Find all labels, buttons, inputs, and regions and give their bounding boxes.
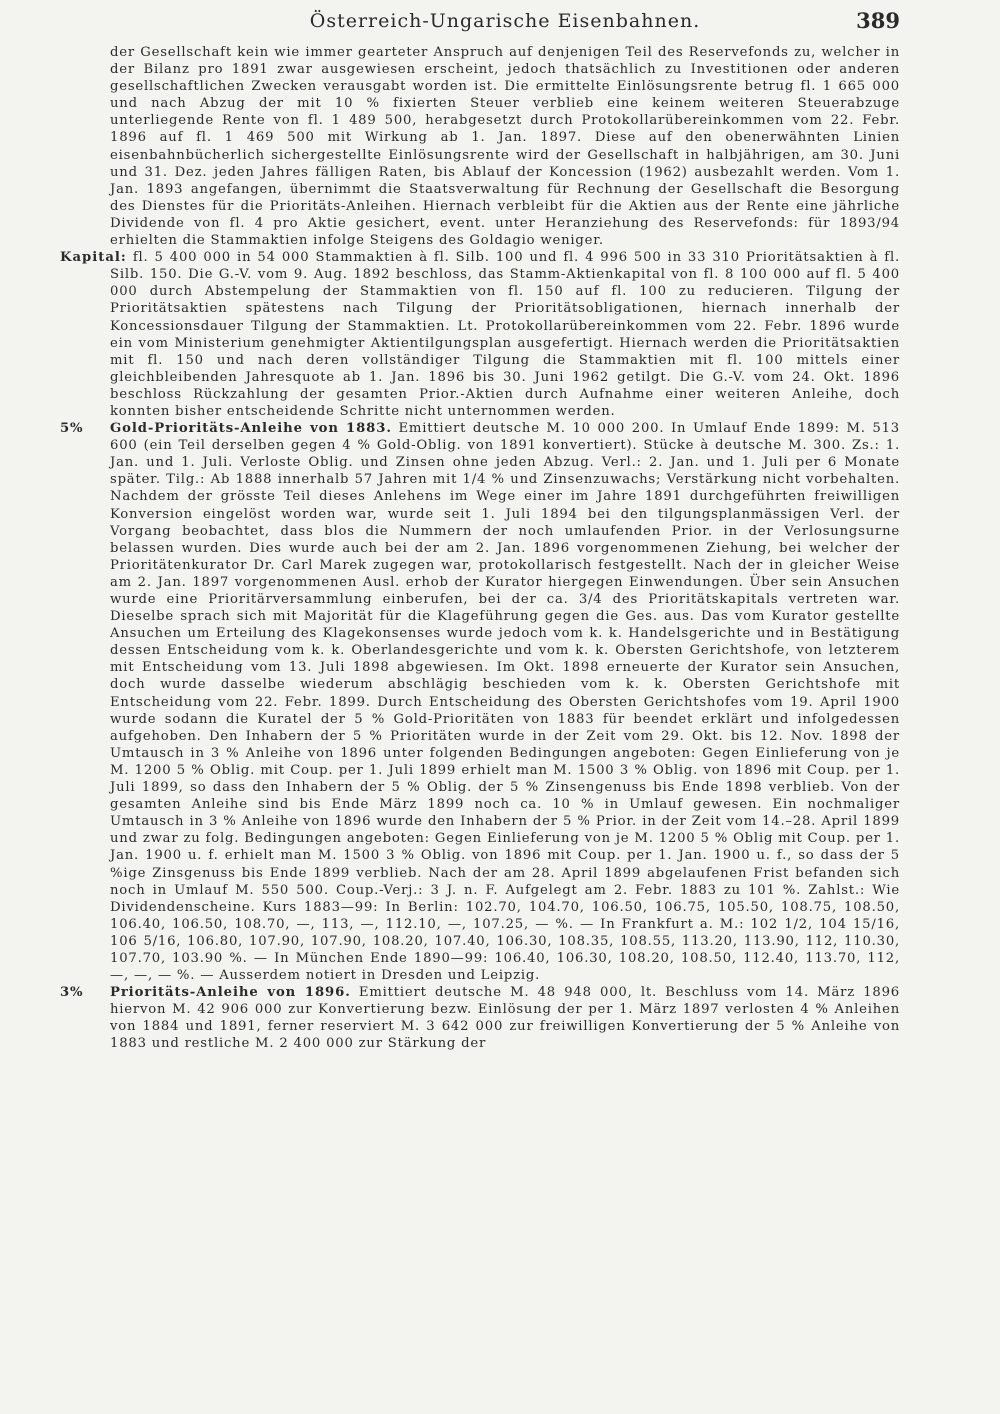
paragraph-text: der Gesellschaft kein wie immer gearteter Anspruch auf denjenigen Teil des Reservefonds zu, welcher in der Bilanz pro 1891 zwar ausgewiesen erscheint, jedoch thatsächlich zu Investitionen oder anderen gesellschaftlichen Zwecken verausgabt worden ist. Die ermittelte Einlösungsrente betrug fl. 1 665 000 und nach Abzug der mit 10 % fixierten Steuer verblieb eine keinem weiteren Steuerabzuge unterliegende Rente von fl. 1 489 500, herabgesetzt durch Protokollarübereinkommen vom 22. Febr. 1896 auf fl. 1 469 500 mit Wirkung ab 1. Jan. 1897. Diese auf den obenerwähnten Linien eisenbahnbücherlich sichergestellte Einlösungsrente wird der Gesellschaft in halbjährigen, am 30. Juni und 31. Dez. jeden Jahres fälligen Raten, bis Ablauf der Koncession (1962) ausbezahlt werden. Vom 1. Jan. 1893 angefangen, übernimmt die Staatsverwaltung für Rechnung der Gesellschaft die Besorgung des Dienstes für die Prioritäts-Anleihen. Hiernach verbleibt für die Aktien aus der Rente eine jährliche Dividende von fl. 4 pro Aktie gesichert, event. unter Heranziehung des Reservefonds: für 1893/94 erhielten die Stammaktien infolge Steigens des Goldagio weniger. — [110, 45, 900, 249]
paragraph-reserve — [60, 44, 900, 249]
paragraph-text: Emittiert deutsche M. 48 948 000, lt. Beschluss vom 14. März 1896 hiervon M. 42 906 000 zur Konvertierung bezw. Einlösung der per 1. März 1897 verlosten 4 % Anleihen von 1884 und 1891, ferner reserviert M. 3 642 000 zur freiwilligen Konvertierung der 5 % Anleihe von 1883 und restliche M. 2 400 000 zur Stärkung der — [110, 985, 900, 1052]
body-text — [60, 44, 900, 1053]
page-header — [110, 8, 900, 34]
section-heading-anleihe-1896: Prioritäts-Anleihe von 1896. — [110, 985, 351, 1001]
section-heading-gold-anleihe: Gold-Prioritäts-Anleihe von 1883. — [110, 421, 392, 437]
paragraph-anleihe-1896 — [60, 984, 900, 1052]
paragraph-kapital — [60, 249, 900, 420]
paragraph-text: fl. 5 400 000 in 54 000 Stammaktien à fl. Silb. 100 und fl. 4 996 500 in 33 310 Prioritätsaktien à fl. Silb. 150. Die G.-V. vom 9. Aug. 1892 beschloss, das Stamm-Aktienkapital von fl. 8 100 000 auf fl. 5 400 000 durch Abstempelung der Stammaktien von fl. 150 auf fl. 100 zu reducieren. Tilgung der Prioritätsaktien spätestens nach Tilgung der Prioritätsobligationen, hiernach innerhalb der Koncessionsdauer Tilgung der Stammaktien. Lt. Protokollarübereinkommen vom 22. Febr. 1896 wurde ein vom Ministerium genehmigter Aktientilgungsplan ausgefertigt. Hiernach werden die Prioritätsaktien mit fl. 150 und nach deren vollständiger Tilgung die Stammaktien mit fl. 100 mittels einer gleichbleibenden Jahresquote ab 1. Jan. 1896 bis 30. Juni 1962 getilgt. Die G.-V. vom 24. Okt. 1896 beschloss Rückzahlung der gesamten Prior.-Aktien durch Aufnahme einer weiteren Anleihe, doch konnten bisher entscheidende Schritte nicht unternommen werden. — [110, 250, 900, 419]
paragraph-gold-anleihe — [60, 420, 900, 984]
running-title: Österreich-Ungarische Eisenbahnen. — [309, 10, 701, 32]
interest-rate-marker: 5% — [60, 421, 84, 437]
paragraph-text: Emittiert deutsche M. 10 000 200. In Umlauf Ende 1899: M. 513 600 (ein Teil derselben gegen 4 % Gold-Oblig. von 1891 konvertiert). Stücke à deutsche M. 300. Zs.: 1. Jan. und 1. Juli. Verloste Oblig. und Zinsen ohne jeden Abzug. Verl.: 2. Jan. und 1. Juli per 6 Monate später. Tilg.: Ab 1888 innerhalb 57 Jahren mit 1/4 % und Zinsenzuwachs; Verstärkung nicht vorbehalten. Nachdem der grösste Teil dieses Anlehens im Wege einer im Jahre 1891 durchgeführten freiwilligen Konversion eingelöst worden war, wurde seit 1. Juli 1894 bei den tilgungsplanmässigen Verl. der Vorgang beobachtet, dass blos die Nummern der noch umlaufenden Prior. in der Verlosungsurne belassen wurden. Dies wurde auch bei der am 2. Jan. 1896 vorgenommenen Ziehung, bei welcher der Prioritätenkurator Dr. Carl Marek zugegen war, protokollarisch festgestellt. Nach der in gleicher Weise am 2. Jan. 1897 vorgenommenen Ausl. erhob der Kurator hiergegen Einwendungen. Über sein Ansuchen wurde eine Prioritärversammlung einberufen, bei der ca. 3/4 des Prioritätskapitals vertreten war. Dieselbe sprach sich mit Majorität für die Klageführung gegen die Ges. aus. Das vom Kurator gestellte Ansuchen um Erteilung des Klagekonsenses wurde jedoch vom k. k. Handelsgerichte und in Bestätigung dessen Entscheidung vom k. k. Oberlandesgerichte und vom k. k. Obersten Gerichtshofe, von letzterem mit Entscheidung vom 13. Juli 1898 abgewiesen. Im Okt. 1898 erneuerte der Kurator sein Ansuchen, doch wurde dasselbe wiederum abschlägig beschieden vom k. k. Obersten Gerichtshofe mit Entscheidung vom 22. Febr. 1899. Durch Entscheidung des Obersten Gerichtshofes vom 19. April 1900 wurde sodann die Kuratel der 5 % Gold-Prioritäten von 1883 für beendet erklärt und infolgedessen aufgehoben. Den Inhabern der 5 % Prioritäten wurde in der Zeit vom 29. Okt. bis 12. Nov. 1898 der Umtausch in 3 % Anleihe von 1896 unter folgenden Bedingungen angeboten: Gegen Einlieferung von je M. 1200 5 % Oblig. mit Coup. per 1. Juli 1899 erhielt man M. 1500 3 % Oblig. von 1896 mit Coup. per 1. Juli 1899, so dass den Inhabern der 5 % Oblig. der 5 % Zinsengenuss bis Ende 1898 verblieb. Von der gesamten Anleihe sind bis Ende März 1899 noch ca. 10 % in Umlauf gewesen. Ein nochmaliger Umtausch in 3 % Anleihe von 1896 wurde den Inhabern der 5 % Prior. in der Zeit vom 14.–28. April 1899 und zwar zu folg. Bedingungen angeboten: Gegen Einlieferung von je M. 1200 5 % Oblig mit Coup. per 1. Jan. 1900 u. f. erhielt man M. 1500 3 % Oblig. von 1896 mit Coup. per 1. Jan. 1900 u. f., so dass der 5 %ige Zinsgenuss bis Ende 1899 verblieb. Nach der am 28. April 1899 abgelaufenen Frist befanden sich noch in Umlauf M. 550 500. Coup.-Verj.: 3 J. n. F. Aufgelegt am 2. Febr. 1883 zu 101 %. Zahlst.: Wie Dividendenscheine. Kurs 1883—99: In Berlin: 102.70, 104.70, 106.50, 106.75, 105.50, 108.75, 108.50, 106.40, 106.50, 108.70, —, 113, —, 112.10, —, 107.25, — %. — In Frankfurt a. M.: 102 1/2, 104 15/16, 106 5/16, 106.80, 107.90, 107.90, 108.20, 107.40, 106.30, 108.35, 108.55, 113.20, 113.90, 112, 110.30, 107.70, 103.90 %. — In München Ende 1890—99: 106.40, 106.30, 108.20, 108.50, 112.40, 113.70, 112, —, —, — %. — Ausserdem notiert in Dresden und Leipzig. — [110, 421, 900, 984]
section-heading-kapital: Kapital: — [60, 250, 127, 266]
page-number: 389 — [856, 8, 900, 33]
interest-rate-marker: 3% — [60, 985, 84, 1001]
